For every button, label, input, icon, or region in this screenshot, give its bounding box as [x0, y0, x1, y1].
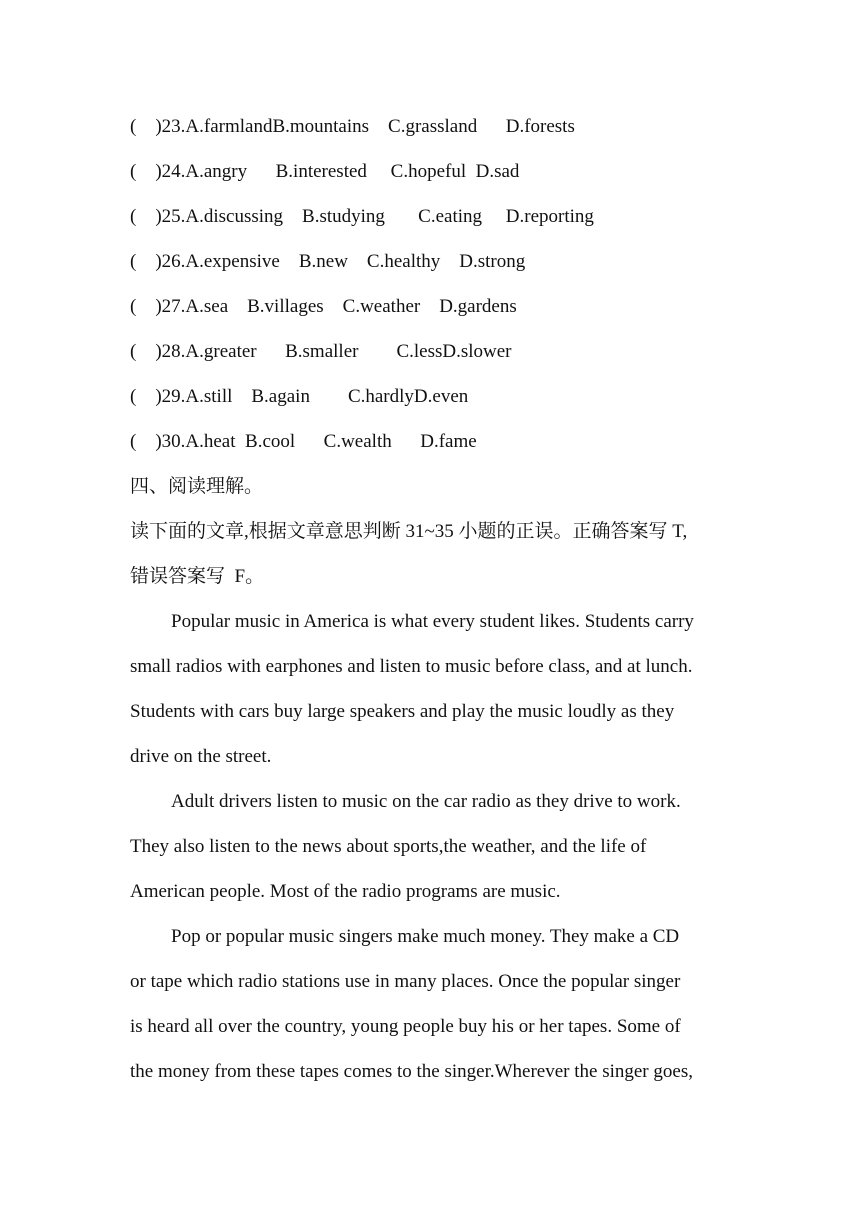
section-heading: 四、阅读理解。: [130, 476, 264, 497]
passage-p1-line-4: drive on the street.: [130, 746, 272, 767]
question-26: ( )26.A.expensive B.new C.healthy D.strong: [130, 251, 526, 272]
passage-p3-line-2: or tape which radio stations use in many places. Once the popular singer: [130, 971, 681, 992]
question-29: ( )29.A.still B.again C.hardlyD.even: [130, 386, 469, 407]
question-28: ( )28.A.greater B.smaller C.lessD.slower: [130, 341, 512, 362]
passage-p2-line-2: They also listen to the news about sports,the weather, and the life of: [130, 836, 647, 857]
passage-p1-line-2: small radios with earphones and listen to music before class, and at lunch.: [130, 656, 693, 677]
instruction-line-1: 读下面的文章,根据文章意思判断 31~35 小题的正误。正确答案写 T,: [130, 521, 688, 542]
question-25: ( )25.A.discussing B.studying C.eating D.reporting: [130, 206, 594, 227]
passage-p3-line-4: the money from these tapes comes to the singer.Wherever the singer goes,: [130, 1061, 693, 1082]
passage-p2-line-3: American people. Most of the radio programs are music.: [130, 881, 561, 902]
question-27: ( )27.A.sea B.villages C.weather D.gardens: [130, 296, 517, 317]
question-24: ( )24.A.angry B.interested C.hopeful D.sad: [130, 161, 520, 182]
question-23: ( )23.A.farmlandB.mountains C.grassland D.forests: [130, 116, 575, 137]
passage-p2-line-1: Adult drivers listen to music on the car radio as they drive to work.: [171, 791, 681, 812]
passage-p1-line-3: Students with cars buy large speakers and play the music loudly as they: [130, 701, 675, 722]
instruction-line-2: 错误答案写 F。: [130, 566, 265, 587]
passage-p1-line-1: Popular music in America is what every student likes. Students carry: [171, 611, 694, 632]
passage-p3-line-3: is heard all over the country, young people buy his or her tapes. Some of: [130, 1016, 681, 1037]
passage-p3-line-1: Pop or popular music singers make much money. They make a CD: [171, 926, 680, 947]
question-30: ( )30.A.heat B.cool C.wealth D.fame: [130, 431, 477, 452]
